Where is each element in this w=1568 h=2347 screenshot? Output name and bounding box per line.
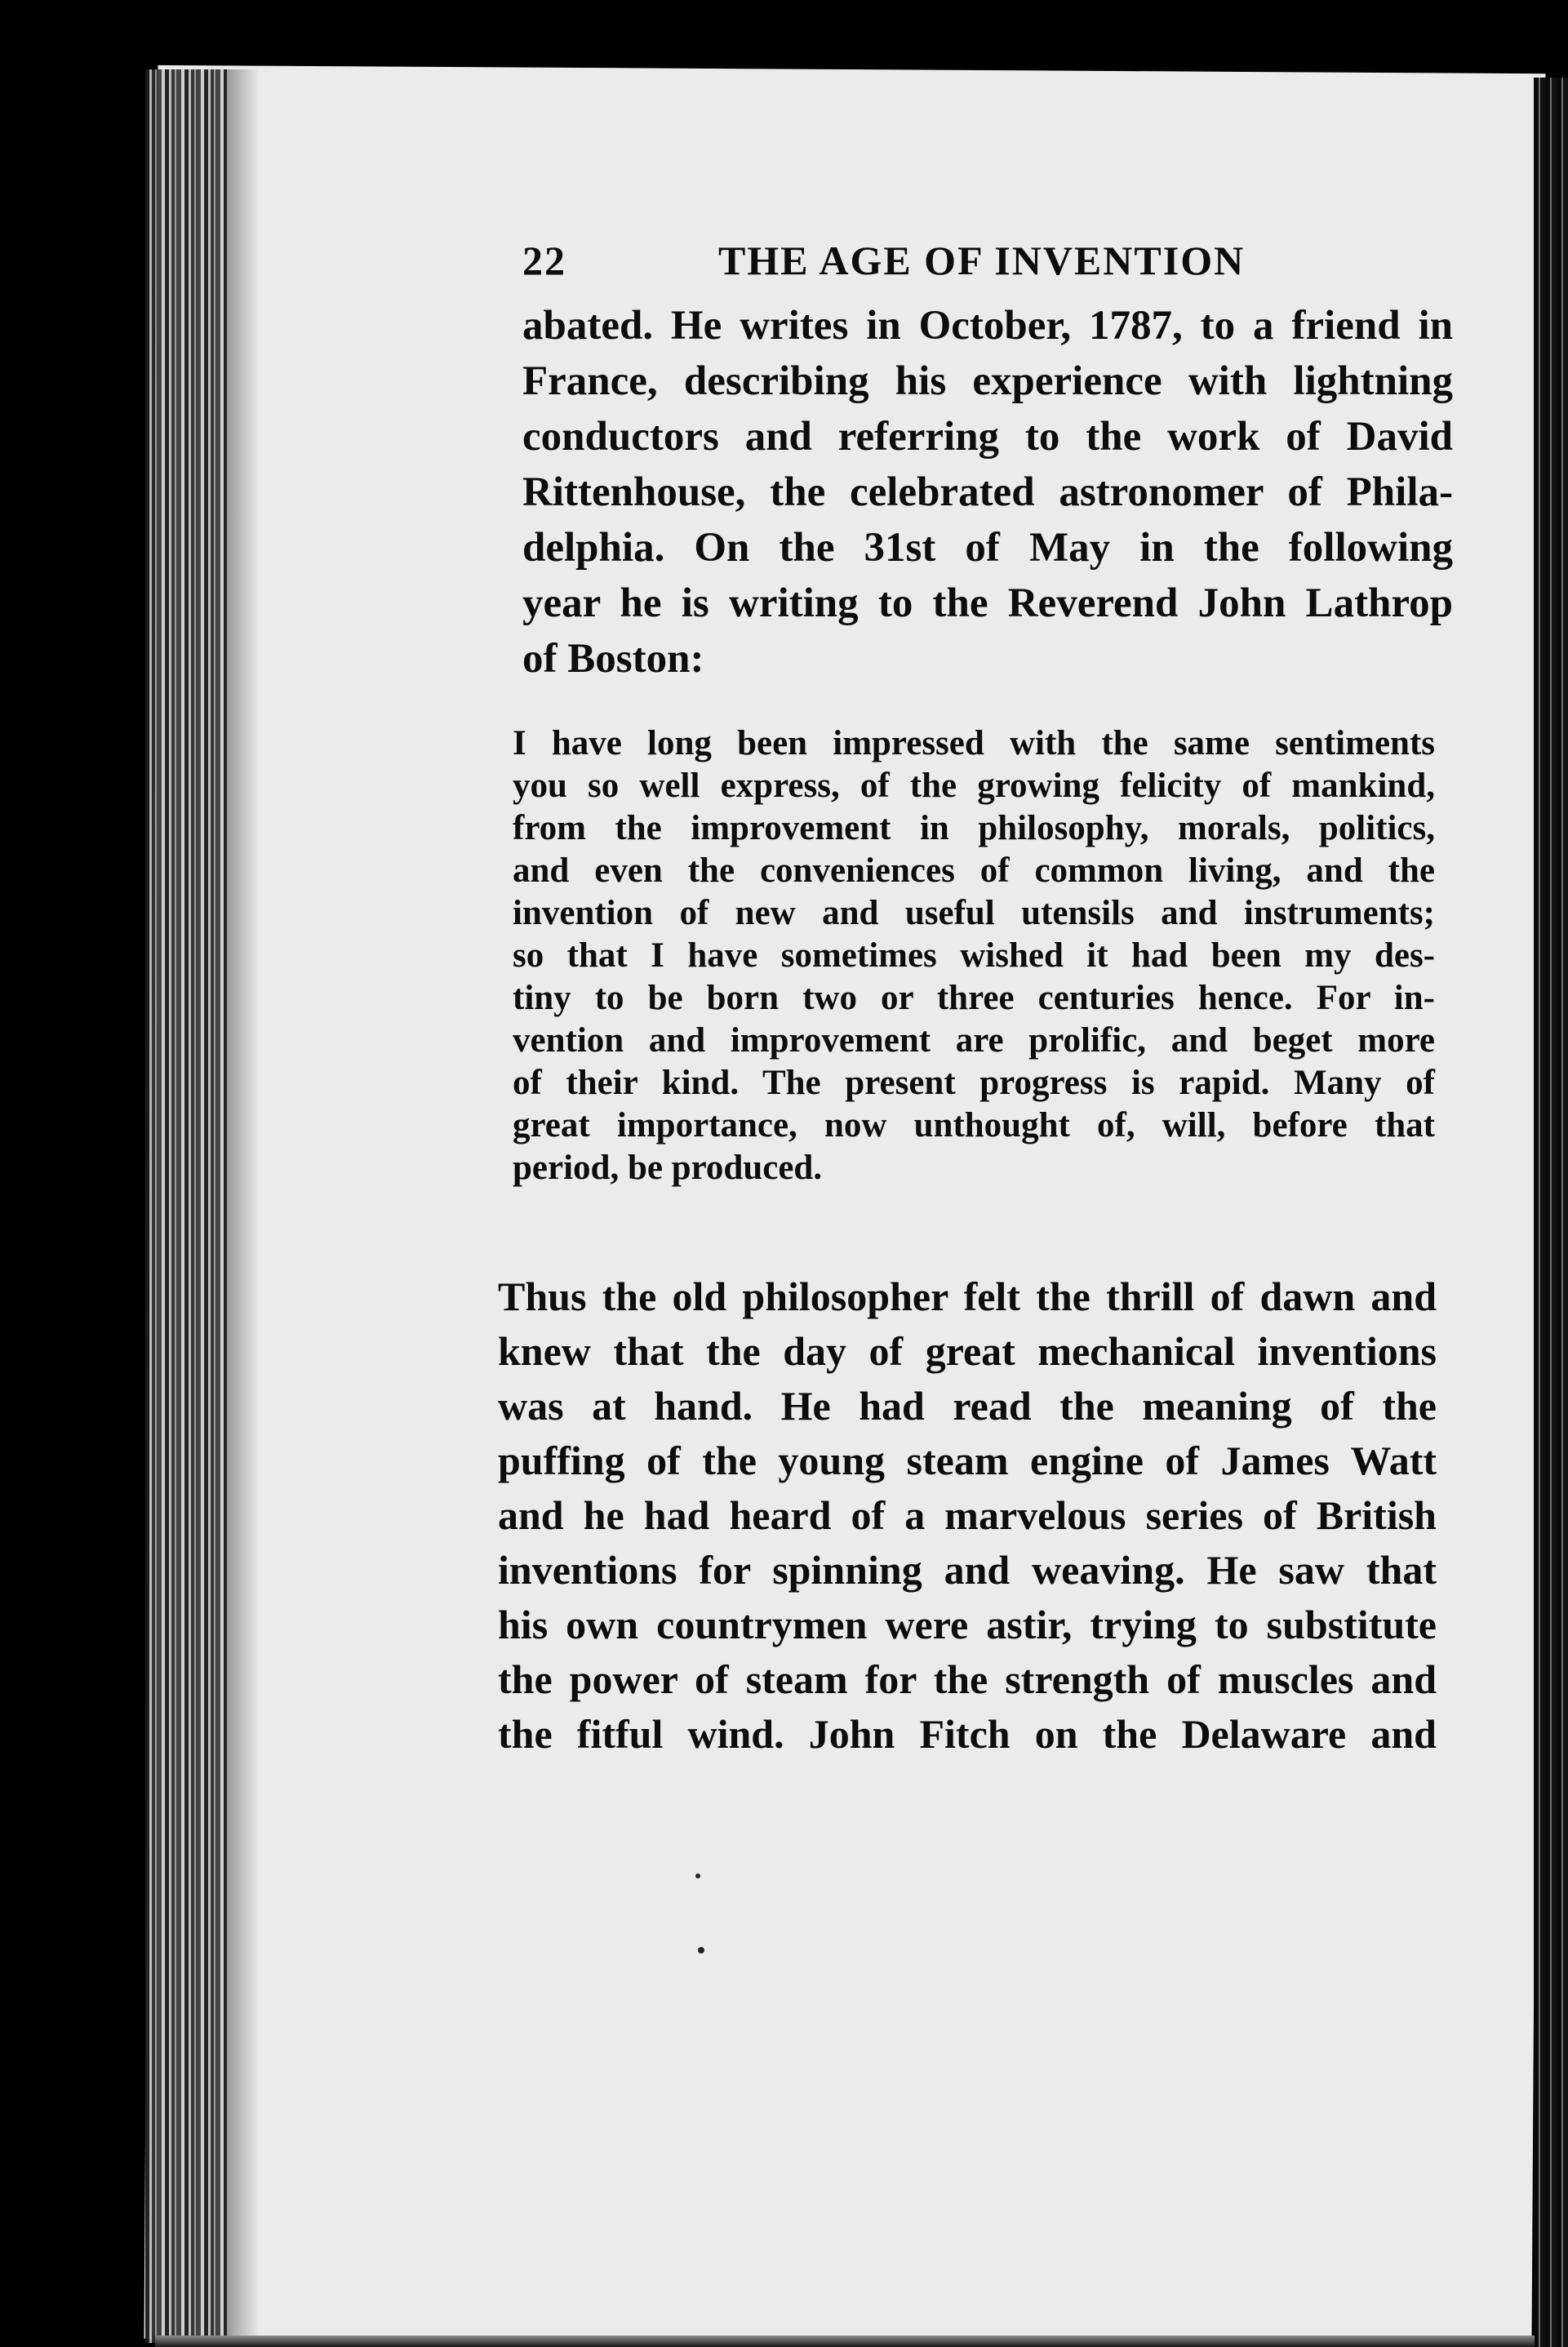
- quote-line: tiny to be born two or three centuries hence. For in-: [513, 979, 1435, 1017]
- quote-line: and even the conveniences of common living, and the: [513, 851, 1435, 890]
- quote-line: vention and improvement are prolific, and beget more: [513, 1021, 1435, 1060]
- text-line: the power of steam for the strength of muscles and: [498, 1656, 1437, 1702]
- text-line: Rittenhouse, the celebrated astronomer of Phila-: [522, 469, 1453, 515]
- text-line: year he is writing to the Reverend John Lathrop: [522, 580, 1453, 626]
- text-line: abated. He writes in October, 1787, to a friend in: [522, 303, 1453, 349]
- paragraph-2: [498, 1269, 1437, 1762]
- quote-line: I have long been impressed with the same sentiments: [513, 724, 1435, 762]
- quote-line: you so well express, of the growing felicity of mankind,: [513, 767, 1435, 805]
- paragraph-1: [522, 298, 1453, 687]
- block-quotation: [513, 722, 1435, 1189]
- page-number: 22: [522, 238, 566, 283]
- book-binding: [145, 69, 227, 2343]
- ink-speck: [698, 1947, 704, 1954]
- text-line: inventions for spinning and weaving. He saw that: [498, 1547, 1437, 1593]
- quote-line: great importance, now unthought of, will, before that: [513, 1106, 1435, 1145]
- running-title: THE AGE OF INVENTION: [718, 238, 1246, 283]
- text-line: knew that the day of great mechanical inventions: [498, 1328, 1437, 1374]
- quote-line: period, be produced.: [513, 1149, 823, 1187]
- text-line: France, describing his experience with lightning: [522, 358, 1453, 404]
- ink-speck: [695, 1874, 700, 1878]
- text-line: Thus the old philosopher felt the thrill of dawn and: [498, 1274, 1437, 1319]
- text-line: and he had heard of a marvelous series of British: [498, 1492, 1437, 1538]
- quote-line: from the improvement in philosophy, morals, politics,: [513, 809, 1435, 847]
- text-line: was at hand. He had read the meaning of the: [498, 1383, 1437, 1429]
- text-line: his own countrymen were astir, trying to substitute: [498, 1602, 1437, 1647]
- page-stack-edge: [1534, 78, 1568, 2347]
- text-line: of Boston:: [522, 636, 704, 682]
- quote-line: invention of new and useful utensils and instruments;: [513, 894, 1435, 932]
- quote-line: of their kind. The present progress is rapid. Many of: [513, 1064, 1435, 1102]
- text-line: the fitful wind. John Fitch on the Delaware and: [498, 1711, 1437, 1757]
- binding-shadow: [227, 69, 260, 2343]
- text-line: puffing of the young steam engine of James Watt: [498, 1438, 1437, 1483]
- quote-line: so that I have sometimes wished it had been my des-: [513, 936, 1435, 975]
- text-line: delphia. On the 31st of May in the following: [522, 525, 1453, 571]
- text-line: conductors and referring to the work of David: [522, 414, 1453, 460]
- page-bottom-edge: [155, 2336, 1535, 2347]
